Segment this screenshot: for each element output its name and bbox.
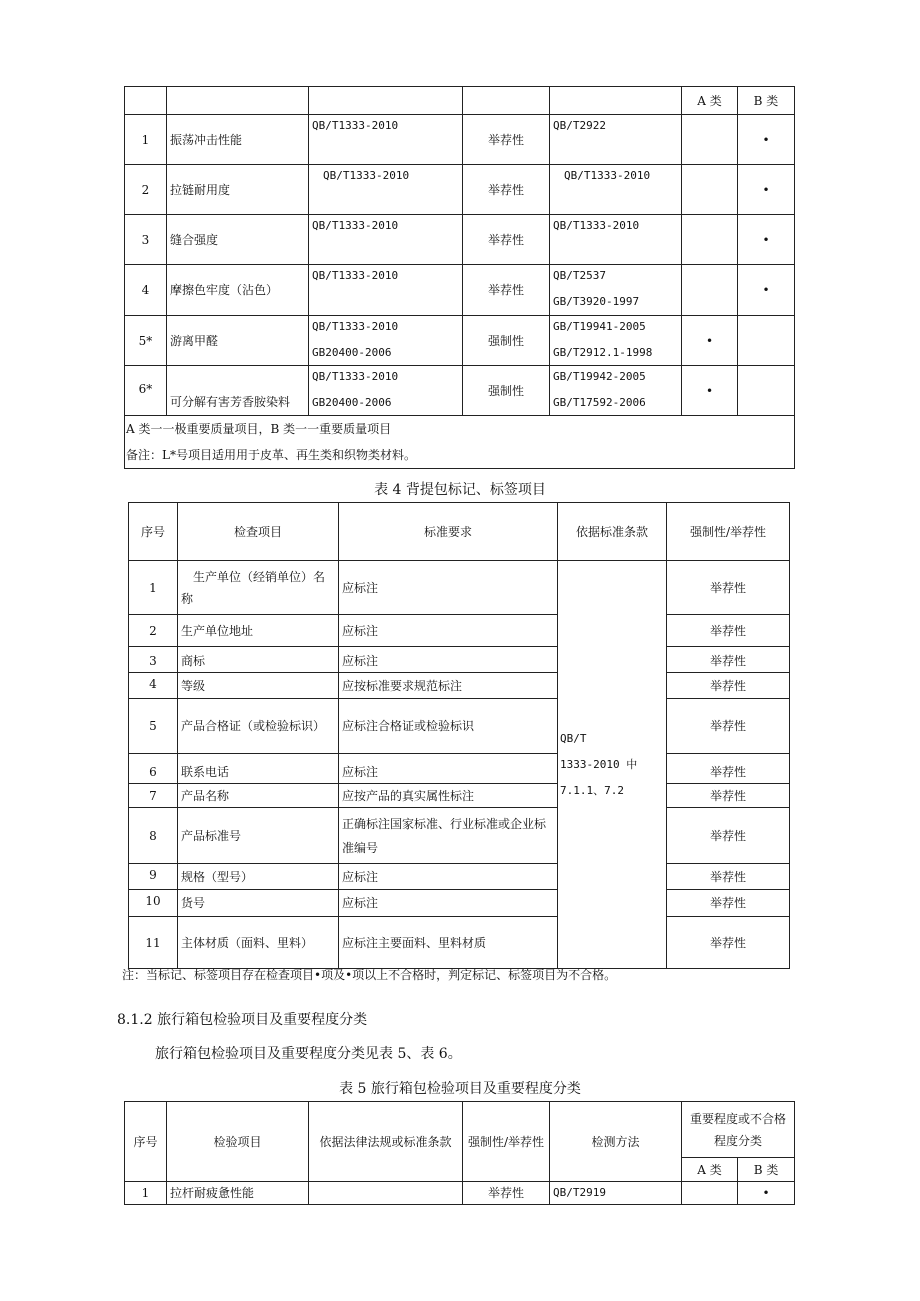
table-row: 1 拉杆耐疲惫性能 举荐性 QB/T2919 • xyxy=(125,1182,795,1205)
table-row: 2 生产单位地址 应标注 举荐性 xyxy=(129,615,790,647)
section-heading: 8.1.2 旅行箱包检验项目及重要程度分类 xyxy=(117,1012,368,1028)
table-5-caption: 表 5 旅行箱包检验项目及重要程度分类 xyxy=(339,1081,581,1097)
table-row: 1 生产单位（经销单位）名 称 应标注 QB/T 1333-2010 中 7.1.1、7.2 举荐性 xyxy=(129,561,790,615)
table-subheader-row: A 类 B 类 xyxy=(125,1158,795,1182)
table-row: 1 振荡冲击性能 QB/T1333-2010 举荐性 QB/T2922 • xyxy=(125,115,795,165)
table-4-caption: 表 4 背提包标记、标签项目 xyxy=(374,482,546,498)
table-header-row xyxy=(125,87,795,115)
table-3 xyxy=(124,86,795,469)
footnote-remark: 备注：L*号项目适用用于皮革、再生类和织物类材料。 xyxy=(126,448,416,462)
table-row: 6* 可分解有害芳香胺染料 QB/T1333-2010 GB20400-2006 强制性 GB/T19942-2005 GB/T17592-2006 • xyxy=(125,366,795,416)
footnote-class-definition: A 类一一极重要质量项目，B 类一一重要质量项目 xyxy=(126,422,392,436)
table-row: 3 商标 应标注 举荐性 xyxy=(129,647,790,673)
a-class-header: A 类 xyxy=(682,87,738,115)
table-row: 5* 游离甲醛 QB/T1333-2010 GB20400-2006 强制性 GB/T19941-2005 GB/T2912.1-1998 • xyxy=(125,316,795,366)
table-row: 9 规格（型号） 应标注 举荐性 xyxy=(129,864,790,890)
table-row: 4 等级 应按标准要求规范标注 举荐性 xyxy=(129,673,790,699)
table-footnote-row xyxy=(125,416,795,469)
table-4-note: 注：当标记、标签项目存在检查项目•项及•项以上不合格时，判定标记、标签项目为不合格。 xyxy=(122,968,617,982)
table-row: 6 联系电话 应标注 举荐性 xyxy=(129,754,790,784)
table-5 xyxy=(124,1101,795,1205)
b-class-header: B 类 xyxy=(738,87,795,115)
table-row: 3 缝合强度 QB/T1333-2010 举荐性 QB/T1333-2010 • xyxy=(125,215,795,265)
table-row: 11 主体材质（面料、里料） 应标注主要面料、里料材质 举荐性 xyxy=(129,917,790,969)
table-row: 10 货号 应标注 举荐性 xyxy=(129,890,790,917)
table-header-row: 序号 检查项目 标准要求 依据标准条款 强制性/举荐性 xyxy=(129,503,790,561)
table-row: 5 产品合格证（或检验标识） 应标注合格证或检验标识 举荐性 xyxy=(129,699,790,754)
section-body: 旅行箱包检验项目及重要程度分类见表 5、表 6。 xyxy=(155,1046,462,1062)
table-4 xyxy=(128,502,790,969)
table-row: 2 拉链耐用度 QB/T1333-2010 举荐性 QB/T1333-2010 • xyxy=(125,165,795,215)
table-row: 4 摩擦色牢度（沾色） QB/T1333-2010 举荐性 QB/T2537 GB/T3920-1997 • xyxy=(125,265,795,316)
table-row: 7 产品名称 应按产品的真实属性标注 举荐性 xyxy=(129,784,790,808)
clause-cell: QB/T 1333-2010 中 7.1.1、7.2 xyxy=(558,561,667,969)
table-row: 8 产品标准号 正确标注国家标准、行业标准或企业标 准编号 举荐性 xyxy=(129,808,790,864)
table-header-row: 序号 检验项目 依据法律法规或标准条款 强制性/举荐性 检测方法 重要程度或不合格 程度分类 xyxy=(125,1102,795,1158)
